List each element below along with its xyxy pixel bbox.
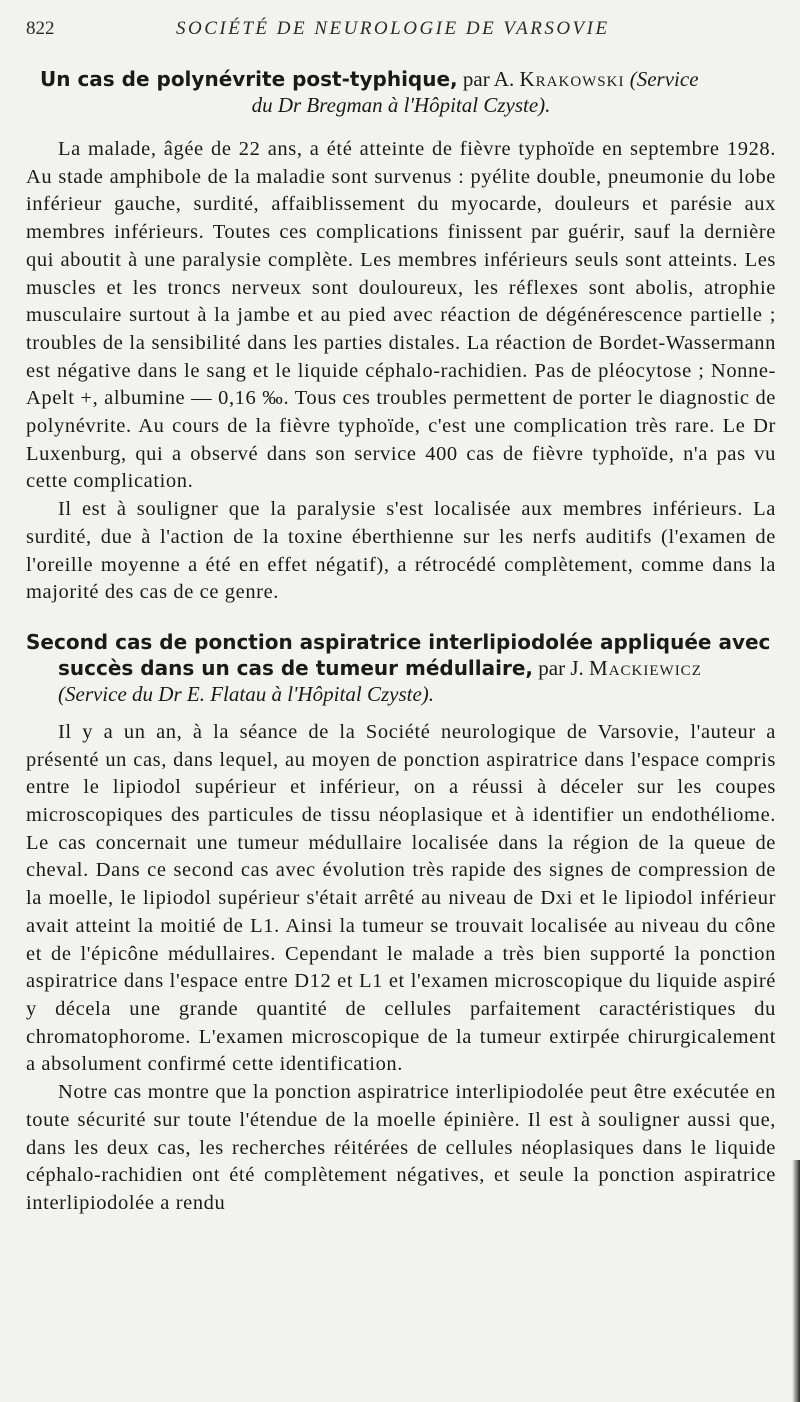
article2-heading xyxy=(26,629,776,707)
article2-title-line1: Second cas de ponction aspiratrice interlipiodolée appliquée avec xyxy=(26,629,771,654)
article2-title-line2: succès dans un cas de tumeur médullaire, xyxy=(58,655,534,680)
article1-author: Krakowski xyxy=(519,67,625,91)
article2-author: Mackiewicz xyxy=(589,655,702,680)
article1-heading xyxy=(26,66,776,118)
article1-affiliation-start: (Service xyxy=(629,67,699,91)
article1-title: Un cas de polynévrite post-typhique, xyxy=(40,67,458,91)
article2-paragraph-1: Il y a un an, à la séance de la Société neurologique de Varsovie, l'auteur a présenté un cas, dans lequel, au moyen de ponction aspiratrice dans l'espace compris entre le lipiodol supérieur et inférieur, on a réussi à déceler sur les coupes microscopiques des particules de tissu néoplasique et à identifier un endothéliome. Le cas concernait une tumeur médullaire localisée dans la région de la queue de cheval. Dans ce second cas avec évolution très rapide des signes de compression de la moelle, le lipiodol supérieur s'était arrêté au niveau de Dxi et le lipiodol inférieur avait atteint la moitié de L1. Ainsi la tumeur se trouvait localisée au niveau du cône et de l'épicône médullaires. Cependant le malade a très bien supporté la ponction aspiratrice dans l'espace entre D12 et L1 et l'examen microscopique du liquide aspiré y décela une grande quantité de cellules parfaitement caractéristiques du chromatophorome. L'examen microscopique de la tumeur extirpée chirurgicalement a absolument confirmé cette identification. xyxy=(26,720,776,1076)
article1-affiliation: du Dr Bregman à l'Hôpital Czyste). xyxy=(251,93,551,117)
article1-by: par A. xyxy=(462,67,515,91)
article1-paragraph-2: Il est à souligner que la paralysie s'est localisée aux membres inférieurs. La surdité, due à l'action de la toxine éberthienne sur les nerfs auditifs (l'examen de l'oreille moyenne a été en effet négatif), a rétrocédé complètement, comme dans la majorité des cas de ce genre. xyxy=(26,498,776,604)
article2-by: par J. xyxy=(538,655,584,680)
page-number: 822 xyxy=(26,18,55,39)
article2-paragraph-2: Notre cas montre que la ponction aspiratrice interlipiodolée peut être exécutée en toute sécurité sur toute l'étendue de la moelle épinière. Il est à souligner aussi que, dans les deux cas, les recherches réitérées de cellules néoplasiques dans le liquide céphalo-rachidien ont été complètement négatives, et seule la ponction aspiratrice interlipiodolée a rendu xyxy=(26,1081,776,1214)
article2-affiliation: (Service du Dr E. Flatau à l'Hôpital Czyste). xyxy=(58,681,435,706)
running-title: SOCIÉTÉ DE NEUROLOGIE DE VARSOVIE xyxy=(176,18,610,39)
page-edge-shadow xyxy=(792,1160,800,1402)
article1-paragraph-1: La malade, âgée de 22 ans, a été atteinte de fièvre typhoïde en septembre 1928. Au stade amphibole de la maladie sont survenus : pyélite double, pneumonie du lobe inférieur gauche, surdité, affaiblissement du myocarde, douleurs et parésie aux membres inférieurs. Toutes ces complications finissent par guérir, sauf la dernière qui aboutit à une paralysie complète. Les membres inférieurs seuls sont atteints. Les muscles et les troncs nerveux sont douloureux, les réflexes sont abolis, atrophie musculaire surtout à la jambe et au pied avec réaction de dégénérescence partielle ; troubles de la sensibilité dans les parties distales. La réaction de Bordet-Wassermann est négative dans le sang et le liquide céphalo-rachidien. Pas de pléocytose ; Nonne-Apelt +, albumine — 0,16 ‰. Tous ces troubles permettent de porter le diagnostic de polynévrite. Au cours de la fièvre typhoïde, c'est une complication très rare. Le Dr Luxenburg, qui a observé dans son service 400 cas de fièvre typhoïde, n'a pas vu cette complication. xyxy=(26,138,776,493)
running-header xyxy=(26,18,776,58)
